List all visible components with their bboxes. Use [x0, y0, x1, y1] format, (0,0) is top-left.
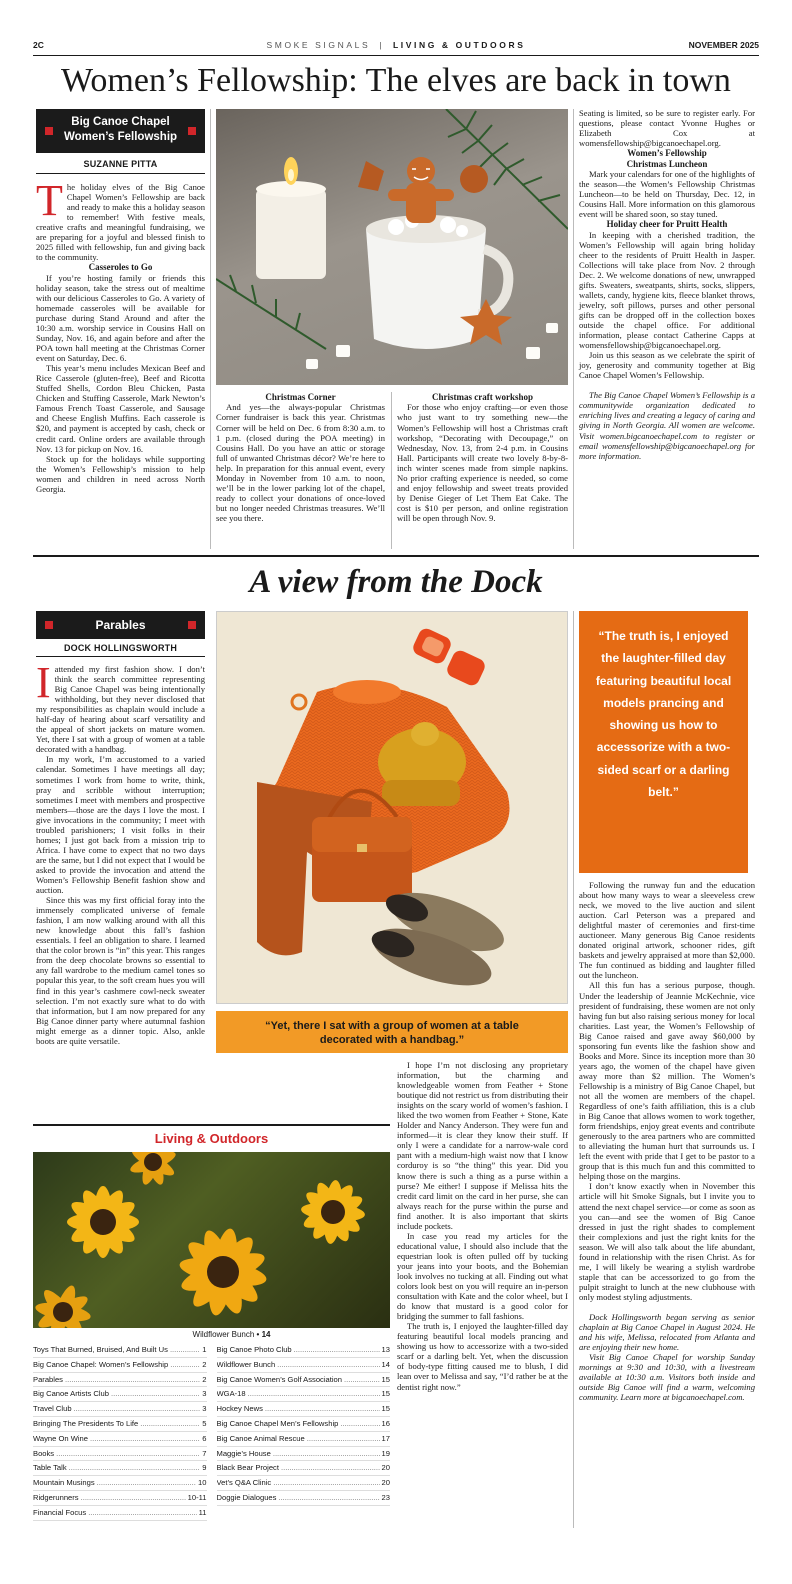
toc-leader-dots [278, 1491, 379, 1505]
article2-col3 [397, 1060, 568, 1392]
toc-leader-dots [248, 1387, 380, 1401]
toc-entry-page: 9 [202, 1463, 207, 1473]
toc-leader-dots [281, 1461, 380, 1475]
parables-label: Parables [95, 618, 146, 632]
article2-headline: A view from the Dock [249, 564, 543, 600]
article1-p2: If you’re hosting family or friends this holiday season, take the stress out of mealtime with our delicious Casseroles to Go. A variety of homemade casseroles will be available for purchase during Stand Around and after the 10:30 a.m. worship service in Cousins Hall on Sunday, Nov. 16, and again before and after the POA town hall meeting at the Christmas Corner event on Saturday, Dec. 6. [36, 272, 205, 364]
toc-entry-title: Ridgerunners [33, 1492, 79, 1502]
subhead-craft-workshop: Christmas craft workshop [432, 392, 533, 402]
header-divider: | [379, 40, 384, 50]
toc-entry-page: 2 [202, 1374, 207, 1384]
toc-entry-title: Vet’s Q&A Clinic [216, 1478, 272, 1488]
col-rule-3 [573, 109, 574, 549]
toc-entry[interactable] [217, 1387, 391, 1402]
pull-quote-2: “Yet, there I sat with a group of women at a table decorated with a handbag.” [265, 1020, 519, 1046]
section-divider [33, 555, 759, 557]
toc-entry-title: Maggie’s House [216, 1448, 271, 1458]
toc-entry-title: Big Canoe Animal Rescue [216, 1433, 305, 1443]
article1-p1 [36, 176, 205, 263]
article1-col2 [216, 392, 385, 523]
page-number: 2C [33, 40, 44, 50]
toc-leader-dots [265, 1402, 380, 1416]
toc-entry-title: Parables [33, 1374, 63, 1384]
publication-name: SMOKE SIGNALS [266, 40, 371, 50]
article2-p6: The truth is, I enjoyed the laughter-filled day featuring beautiful local models prancing and showing us how to accessorize with a two-sided scarf or a darling belt. Yet, when the discussion of body-type fitting caused me to blush, I did lean over to Melissa and say, “I’d rather be at the dentist right now.” [397, 1321, 568, 1392]
toc-entry[interactable] [217, 1461, 391, 1476]
article2-byline: DOCK HOLLINGSWORTH [63, 643, 178, 653]
toc-entry-title: Financial Focus [33, 1507, 87, 1517]
black-eyed-susan-illustration [33, 1152, 390, 1328]
tag-line1: Big Canoe Chapel [71, 116, 170, 128]
toc-entry-page: 15 [381, 1389, 390, 1399]
toc-entry[interactable] [33, 1417, 207, 1432]
toc-entry[interactable] [33, 1491, 207, 1506]
pull-quote-bar [216, 1011, 568, 1053]
toc-entry-page: 3 [202, 1389, 207, 1399]
article1-p5: And yes—the always-popular Christmas Corner fundraiser is back this year. Christmas Corner will be held on Dec. 6 from 8:30 a.m. to 1 p.m. (closed during the POA meeting) in Cousins Hall. Do you have an attic or storage full of unwanted Christmas décor? We’re here to help. In preparation for this annual event, every Monday in November from 10 a.m. to noon, we’ll be in the lower parking lot of the chapel, ready to collect your donations of once-loved but no longer needed Christmas treasures. We’ll see you there. [216, 402, 385, 523]
toc-entry-title: Books [33, 1448, 55, 1458]
toc-entry-page: 20 [381, 1478, 390, 1488]
toc-lists [33, 1343, 390, 1521]
header-rule [33, 55, 759, 56]
toc-leader-dots [294, 1343, 380, 1357]
toc-leader-dots [111, 1387, 200, 1401]
toc-entry[interactable] [217, 1358, 391, 1373]
toc-entry-page: 10 [198, 1478, 207, 1488]
toc-entry[interactable] [217, 1491, 391, 1506]
toc-entry-title: Big Canoe Women’s Golf Association [216, 1374, 343, 1384]
article1-headline: Women’s Fellowship: The elves are back in town [61, 62, 731, 99]
toc-leader-dots [277, 1358, 379, 1372]
article2-p5: In case you read my articles for the educational value, I should also include that the equestrian look is often pulled off by tucking your jeans into your boots, and the Bohemian look involves no tucking at all. Finding out what colors look best on you will require an in-person consultation with Kate and the color wheel, but I do know that mustard is a good color for bridging the summer to fall fashions. [397, 1230, 568, 1322]
shoes-icon [366, 881, 511, 997]
article1-col1 [36, 109, 205, 494]
toc-entry-page: 23 [381, 1492, 390, 1502]
toc-entry-page: 13 [381, 1345, 390, 1354]
toc-entry[interactable] [33, 1447, 207, 1462]
toc-entry-page: 16 [381, 1418, 390, 1428]
toc-entry-page: 1 [202, 1345, 207, 1354]
subhead-pruitt: Holiday cheer for Pruitt Health [606, 219, 728, 230]
toc-entry[interactable] [33, 1402, 207, 1417]
toc-leader-dots [344, 1373, 380, 1387]
toc-leader-dots [307, 1432, 380, 1446]
candle-icon [256, 157, 326, 279]
toc-entry-title: Big Canoe Artists Club [33, 1389, 109, 1399]
page-header [33, 38, 759, 54]
article1-p9: In keeping with a cherished tradition, the Women’s Fellowship will again bring holiday cheer to the residents of Pruitt Health in Jasper. Collections will take place from Nov. 2 through Dec. 2. We welcome donations of new, unwrapped gifts. Sweaters, sweatpants, shirts, socks, slippers, wallets, candy, hygiene kits, fleece blanket throws, jewelry, soft pillows, purses and other personal gifts can be dropped off in the collection boxes outside the chapel office. For additional information, please contact Catherine Capps at womensfellowship@bigcanoechapel.org. [579, 229, 755, 351]
subhead-luncheon-2: Christmas Luncheon [626, 158, 708, 169]
article1-tag [36, 109, 205, 153]
tag-square-right [188, 621, 196, 629]
subhead-luncheon-1: Women’s Fellowship [627, 148, 707, 159]
toc-leader-dots [140, 1417, 200, 1431]
toc-entry[interactable] [217, 1476, 391, 1491]
candle-cocoa-illustration [216, 109, 568, 385]
toc-entry-page: 5 [202, 1418, 207, 1428]
dropcap: T [36, 176, 63, 225]
article2-p9: I don’t know exactly when in November this article will hit Smoke Signals, but I invite you to attend the next chapel service—or come as soon as you can—and see the women of Big Canoe dressed in just the right shades to complement their complexions and just the right knits for the season. We will also talk about the life abundant, found in relationship with the risen Christ. As for me, I will likely be wearing a stylish wardrobe staple that can be accessorized to go from the pulpit straight to lunch at the new clubhouse with only modest styling adjustments. [579, 1181, 755, 1302]
toc-entry-title: Big Canoe Photo Club [216, 1345, 292, 1354]
article1-p8: Mark your calendars for one of the highlights of the season—the Women’s Fellowship Christmas Luncheon—to be held on Thursday, Dec. 12, in Cousins Hall. More information on this glamorous event will be shared soon, so stay tuned. [579, 169, 755, 220]
p1-text: he holiday elves of the Big Canoe Chapel Women’s Fellowship are back and ready to make this a holiday season to remember! With festive meals, creative crafts and meaningful fundraising, we are preparing for a joyful and blessed finish to 2025 filled with fellowship, fun and giving back to the community. [36, 182, 205, 263]
toc-entry[interactable] [33, 1506, 207, 1521]
issue-date: NOVEMBER 2025 [688, 40, 759, 50]
toc-leader-dots [273, 1476, 379, 1490]
pull-quote-box [579, 611, 748, 873]
toc-entry-page: 19 [381, 1448, 390, 1458]
toc-entry[interactable] [33, 1343, 207, 1358]
toc-leader-dots [97, 1476, 196, 1490]
toc-entry-title: Doggie Dialogues [216, 1492, 277, 1502]
col-rule-4 [573, 611, 574, 1528]
toc-leader-dots [74, 1402, 201, 1416]
toc-entry-page: 3 [202, 1404, 207, 1414]
tag-square-left [45, 127, 53, 135]
article1-col4 [579, 108, 755, 461]
byline-rule [36, 173, 205, 174]
toc-entry-title: Mountain Musings [33, 1478, 95, 1488]
p1-text: attended my first fashion show. I don’t think the search committee representing Big Canoe Chapel was being intentionally withholding, but they never disclosed that my responsibilities as chaplain would include a half-day of hearing about scarf versatility and the appeal of short jackets on mature women. Yet, there I sat with a group of women at a table decorated with a handbag. [36, 664, 205, 755]
toc-entry-title: Travel Club [33, 1404, 72, 1414]
article2-bio1: Dock Hollingsworth began serving as senior chaplain at Big Canoe Chapel in August 2024. He and his wife, Melissa, relocated from Atlanta and are enjoying their new home. [579, 1311, 755, 1353]
article2-p3: Since this was my first official foray into the immensely complicated universe of female fashion, I am now walking around with all this new knowledge about this fall’s fashion essentials. I feel an obligation to share. I learned that the color brown is “in” this year. This ranges from the deep chocolate browns so essential to any fall wardrobe to the medium camel tones so popular this year, to the soft cream hues you will find in this year’s cashmere cowl-neck sweater selection. I’m not exactly sure what to do with that information, but I am now prepared for any Big Canoe dinner party where autumnal fashion might emerge as a dinner topic. Also, ankle boots are quite versatile. [36, 895, 205, 1046]
toc-panel [33, 1124, 390, 1528]
toc-title: Living & Outdoors [154, 1131, 269, 1146]
toc-entry[interactable] [217, 1343, 391, 1358]
section-title [33, 40, 759, 50]
sunglasses-icon [411, 626, 488, 688]
article2-tag [36, 611, 205, 639]
toc-entry[interactable] [217, 1432, 391, 1447]
toc-entry[interactable] [33, 1476, 207, 1491]
toc-entry-page: 15 [381, 1374, 390, 1384]
toc-entry-page: 11 [198, 1507, 207, 1517]
article1-p7: Seating is limited, so be sure to register early. For questions, please contact Yvonne Hughes or Elizabeth Cox at womensfellowship@bigcanoechapel.org. [579, 108, 755, 149]
fashion-photo [216, 611, 568, 1004]
article2-p7: Following the runway fun and the education about how many ways to wear a sleeveless crew neck, we moved to the live auction and silent auction. Carl Peterson was a prepared and delightful master of ceremonies and first-time auctioneer. Many generous Big Canoe residents donated original artwork, schooner rides, gift baskets and jewelry appraised at more than $2,000. The fun continued as bidding and laughter filled out the luncheon. [579, 880, 755, 981]
toc-entry-page: 20 [381, 1463, 390, 1473]
pull-quote-1: “The truth is, I enjoyed the laughter-filled day featuring beautiful local models prancing and showing us how to accessorize with a two-sided scarf or a darling belt.” [595, 629, 732, 800]
toc-entry-page: 14 [381, 1359, 390, 1369]
flower-icon [34, 1152, 366, 1328]
toc-entry[interactable] [217, 1417, 391, 1432]
photo-caption [33, 1328, 390, 1342]
toc-left-column [33, 1343, 207, 1521]
toc-leader-dots [56, 1447, 200, 1461]
toc-entry-title: Table Talk [33, 1463, 67, 1473]
toc-entry-page: 10-11 [187, 1492, 207, 1502]
article1-p10: Join us this season as we celebrate the spirit of joy, generosity and community together at Big Canoe Chapel Women’s Fellowship. [579, 350, 755, 381]
article1-tagline: The Big Canoe Chapel Women’s Fellowship is a communitywide organization dedicated to enriching lives and creating a legacy of caring and giving in North Georgia. All women are welcome. Visit women.bigcanoechapel.com to register or email womensfellowship@bigcanoechapel.org for more information. [579, 390, 755, 461]
tag-square-left [45, 621, 53, 629]
toc-entry-title: Hockey News [216, 1404, 263, 1414]
toc-entry[interactable] [33, 1432, 207, 1447]
article1-p6: For those who enjoy crafting—or even those who just want to try something new—the Women’s Fellowship will host a Christmas craft workshop, “Decorating with Decoupage,” on Wednesday, Nov. 13, from 2-4 p.m. in Cousins Hall. Participants will create two lovely 8-by-8-inch winter scenes made from simple napkins. No prior crafting experience is needed, so come and enjoy fellowship and sweet treats provided by Denise Gieger of Let Them Eat Cake. The cost is $10 per person, and online registration will be open through Nov. 9. [397, 402, 568, 523]
article2-bio2: Visit Big Canoe Chapel for worship Sunday mornings at 9:30 and 10:30, with a livestream available at 10:30 a.m. Visitors both inside and outside Big Canoe will find a warm, welcoming community. Learn more at bigcanoechapel.com. [579, 1352, 755, 1403]
christmas-photo [216, 109, 568, 385]
byline-rule [36, 656, 205, 657]
toc-leader-dots [170, 1343, 200, 1357]
article2-p1 [36, 658, 205, 755]
col-rule-2 [391, 392, 392, 549]
toc-entry-title: Big Canoe Chapel: Women’s Fellowship [33, 1359, 169, 1369]
section-name: LIVING & OUTDOORS [392, 40, 526, 50]
caption-text: Wildflower Bunch [192, 1330, 255, 1339]
toc-entry[interactable] [217, 1402, 391, 1417]
toc-entry-title: Bringing The Presidents To Life [33, 1418, 139, 1428]
toc-leader-dots [90, 1432, 200, 1446]
article2-p2: In my work, I’m accustomed to a varied calendar. Sometimes I have meetings all day; sometimes I work from home to write, think, pray and scribble without interruption; sometimes I meet with members and prospective members—those are the days I love the most. I give invocations in the community; I meet with troubled parishioners; I visit folks in their homes; I just got back from a mission trip to Africa. I have come to expect that no two days are the same, but I did not expect that I would be asked to provide the invocation and attend the Women’s Fellowship Benefit fashion show and auction. [36, 754, 205, 896]
toc-leader-dots [65, 1373, 200, 1387]
toc-entry-title: Black Bear Project [216, 1463, 279, 1473]
toc-entry[interactable] [33, 1461, 207, 1476]
toc-leader-dots [88, 1506, 196, 1520]
subhead-christmas-corner: Christmas Corner [265, 392, 336, 402]
toc-leader-dots [273, 1447, 380, 1461]
toc-right-column [217, 1343, 391, 1521]
toc-entry-page: 15 [381, 1404, 390, 1414]
toc-entry-title: Big Canoe Chapel Men’s Fellowship [216, 1418, 339, 1428]
toc-entry-page: 2 [202, 1359, 207, 1369]
article1-p3: This year’s menu includes Mexican Beef and Rice Casserole (gluten-free), Beef and Ricotta Stuffed Shells, Cordon Bleu Chicken, Pasta Chicken and Stuffing Casserole, Mark Newton’s Famous French Toast Casserole, and Sausage and Cheese English Muffins. Each casserole is $20, and payment is accepted by cash, check or credit card. Online orders are available through Nov. 13 for pickup on Nov. 16. [36, 363, 205, 454]
caption-page: 14 [261, 1330, 271, 1339]
toc-leader-dots [170, 1358, 200, 1372]
article2-col4 [579, 880, 755, 1402]
toc-leader-dots [69, 1461, 201, 1475]
article1-byline: SUZANNE PITTA [83, 159, 158, 169]
article1-p4: Stock up for the holidays while supporting the Women’s Fellowship’s mission to help women and children in need across North Georgia. [36, 453, 205, 494]
toc-leader-dots [81, 1491, 186, 1505]
toc-leader-dots [340, 1417, 379, 1431]
article2-col1 [36, 611, 205, 1046]
fashion-flatlay-illustration [217, 612, 568, 1004]
toc-entry[interactable] [33, 1373, 207, 1388]
dropcap: I [36, 658, 51, 707]
article2-p4: I hope I’m not disclosing any proprietary information, but the charming and knowledgeable women from Feather + Stone boutique did not restrict us from distributing their insights on the scary world of women’s fashion. I liked the two women from Feather + Stone, Kate Holder and Nancy Anderson. They were fun and informed—it is clear they know their stuff. If only I were a candidate for a narrow-wale cord pant with a medium-high waist now that I know corduroy is so “the thing” this year. Did you know there is such a thing as a purse within a purse? Me either! I suppose if Melissa hits the credit card limit on the card in her purse, she can always reach for the purse within the purse and find another. It is also important that skirts include pockets. [397, 1060, 568, 1231]
toc-entry[interactable] [217, 1373, 391, 1388]
toc-entry-page: 6 [202, 1433, 207, 1443]
toc-entry-title: Wildflower Bunch [216, 1359, 276, 1369]
article2-p8: All this fun has a serious purpose, though. Under the leadership of Jeannie McKechnie, vice president of fundraising, these women are not only having fun but also raising serious money for local charities. Last year, the Women’s Fellowship of Big Canoe raised and gave away $60,000 by sponsoring fun events like the fashion show and Books and More. Since its inception more than 30 years ago, the women of the chapel have given away more than $2 million. The Women’s Fellowship is a ministry of Big Canoe Chapel, but not all the women are members of the chapel. Regardless of one’s faith affiliation, this is a club in Big Canoe that allows women to work together, form friendships, enjoy great events and contribute generously to the area partners who are committed to alleviating the human hurt that surrounds us. I left the event with pride that I get to be pastor to a group that is this much fun and this committed to helping those on the margins. [579, 980, 755, 1182]
subhead-casseroles: Casseroles to Go [88, 262, 153, 273]
toc-entry[interactable] [33, 1358, 207, 1373]
toc-entry[interactable] [33, 1387, 207, 1402]
toc-entry-title: Wayne On Wine [33, 1433, 89, 1443]
toc-entry-title: Toys That Burned, Bruised, And Built Us [33, 1345, 168, 1354]
article1-col3 [397, 392, 568, 523]
toc-entry[interactable] [217, 1447, 391, 1462]
caption-sep: • [254, 1330, 262, 1339]
toc-entry-page: 17 [381, 1433, 390, 1443]
wildflower-photo [33, 1152, 390, 1328]
tag-square-right [188, 127, 196, 135]
col-rule-1 [210, 109, 211, 549]
gingerbread-cookie-icon [358, 157, 488, 223]
tag-line2: Women’s Fellowship [63, 131, 178, 143]
toc-entry-page: 7 [202, 1448, 207, 1458]
toc-entry-title: WGA-18 [216, 1389, 246, 1399]
